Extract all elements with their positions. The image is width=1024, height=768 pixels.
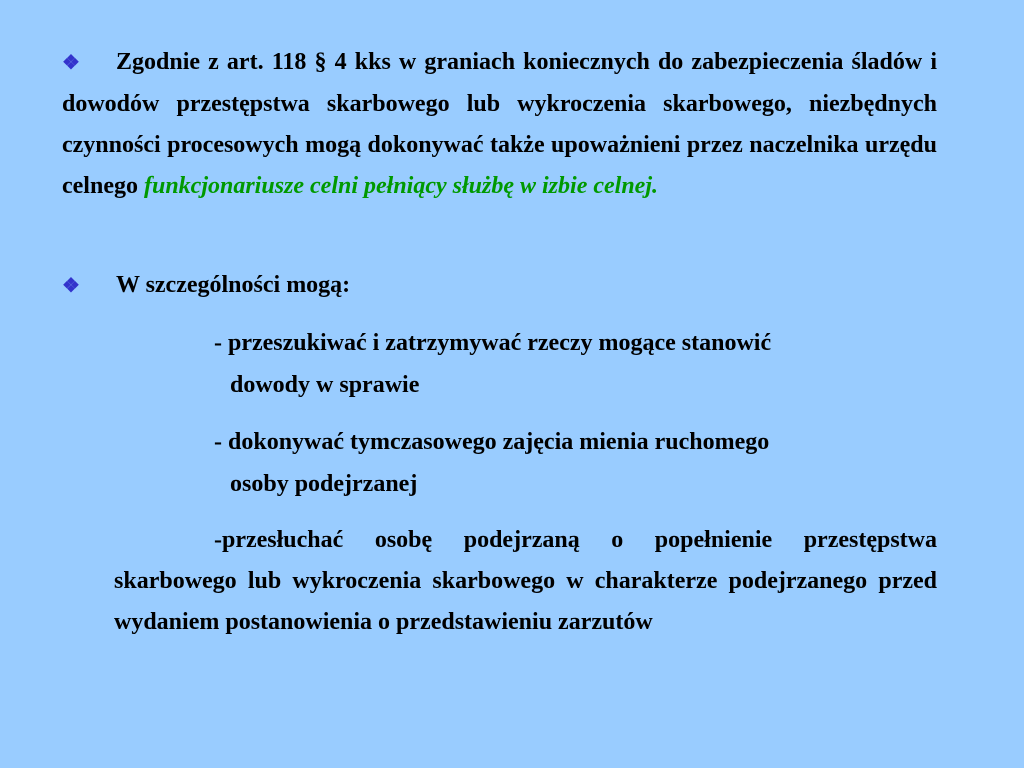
list-item-line: - dokonywać tymczasowego zajęcia mienia ruchomego [214,429,770,455]
list-item-line: - przeszukiwać i zatrzymywać rzeczy mogące stanowić [214,330,772,356]
list-item-line: dowody w sprawie [230,372,420,398]
paragraph-art-118 [62,42,937,207]
paragraph-text: Zgodnie z art. 118 § 4 kks w graniach koniecznych do zabezpieczenia śladów i dowodów przestępstwa skarbowego lub wykroczenia skarbowego, niezbędnych czynności procesowych mogą dokonywać także upoważnieni przez naczelnika urzędu celnego [62,49,937,199]
diamond-bullet-icon: ❖ [62,275,80,297]
paragraph-przesluchac [114,520,937,643]
list-item-line: osoby podejrzanej [230,471,418,497]
highlighted-text: funkcjonariusze celni pełniący służbę w izbie celnej. [143,173,658,199]
paragraph-text: W szczególności mogą: [116,272,351,298]
paragraph-w-szczegolnosci [62,265,937,307]
list-item [214,421,934,505]
diamond-bullet-icon: ❖ [62,52,80,74]
paragraph-text: -przesłuchać osobę podejrzaną o popełnienie przestępstwa skarbowego lub wykroczenia skarbowego w charakterze podejrzanego przed wydaniem postanowienia o przedstawieniu zarzutów [114,527,937,635]
list-item [214,322,934,406]
